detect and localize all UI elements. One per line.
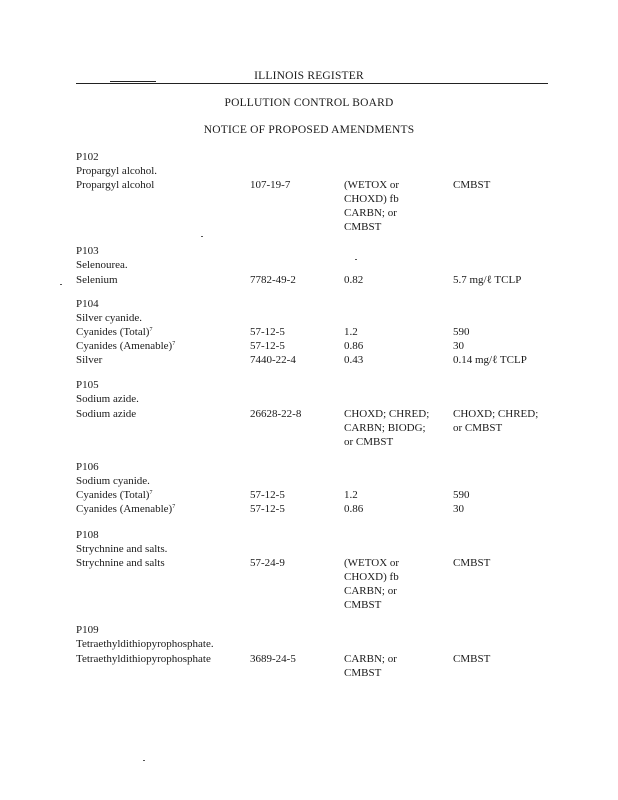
- constituent-row: Tetraethyldithiopyrophosphate 3689-24-5 CARBN; or CMBST: [76, 653, 491, 665]
- waste-name: Tetraethyldithiopyrophosphate.: [76, 638, 214, 650]
- scan-speck: [60, 284, 62, 285]
- constituent-row-cont: CARBN; BIODG; or CMBST: [344, 422, 503, 434]
- waste-code: P105: [76, 379, 99, 391]
- constituent-row-cont: CHOXD) fb: [344, 571, 399, 583]
- waste-code: P104: [76, 298, 99, 310]
- constituent-row: Strychnine and salts 57-24-9 (WETOX or CMBST: [76, 557, 491, 569]
- constituent-row: Silver 7440-22-4 0.43 0.14 mg/ℓ TCLP: [76, 354, 527, 366]
- constituent-row-cont: or CMBST: [344, 436, 394, 448]
- board-title: POLLUTION CONTROL BOARD: [224, 97, 394, 109]
- constituent-row-cont: CMBST: [344, 667, 382, 679]
- constituent-row-cont: CARBN; or: [344, 585, 397, 597]
- waste-name: Selenourea.: [76, 259, 128, 271]
- waste-name: Sodium cyanide.: [76, 475, 150, 487]
- constituent-row: Selenium 7782-49-2 0.82 5.7 mg/ℓ TCLP: [76, 274, 522, 286]
- notice-title: NOTICE OF PROPOSED AMENDMENTS: [203, 124, 415, 136]
- constituent-row: Cyanides (Amenable)$^7$ 57-12-5 0.86 30: [76, 340, 464, 352]
- waste-name: Strychnine and salts.: [76, 543, 168, 555]
- scan-speck: [143, 760, 145, 761]
- waste-code: P102: [76, 151, 99, 163]
- waste-name: Sodium azide.: [76, 393, 139, 405]
- constituent-row: Cyanides (Total)$^7$ 57-12-5 1.2 590: [76, 489, 470, 501]
- constituent-row: Cyanides (Amenable)$^7$ 57-12-5 0.86 30: [76, 503, 464, 515]
- constituent-row-cont: CHOXD) fb: [344, 193, 399, 205]
- header-rule: [76, 83, 548, 84]
- waste-name: Silver cyanide.: [76, 312, 142, 324]
- scan-speck: [355, 259, 357, 260]
- waste-code: P108: [76, 529, 99, 541]
- waste-code: P103: [76, 245, 99, 257]
- waste-name: Propargyl alcohol.: [76, 165, 158, 177]
- constituent-row-cont: CMBST: [344, 599, 382, 611]
- constituent-row: Sodium azide 26628-22-8 CHOXD; CHRED; CHOXD; CHRED;: [76, 408, 539, 420]
- constituent-row: Propargyl alcohol 107-19-7 (WETOX or CMBST: [76, 179, 491, 191]
- scan-speck: [201, 236, 203, 237]
- register-title: ILLINOIS REGISTER: [254, 70, 364, 82]
- constituent-row-cont: CARBN; or: [344, 207, 397, 219]
- waste-code: P109: [76, 624, 99, 636]
- waste-code: P106: [76, 461, 99, 473]
- constituent-row-cont: CMBST: [344, 221, 382, 233]
- constituent-row: Cyanides (Total)$^7$ 57-12-5 1.2 590: [76, 326, 470, 338]
